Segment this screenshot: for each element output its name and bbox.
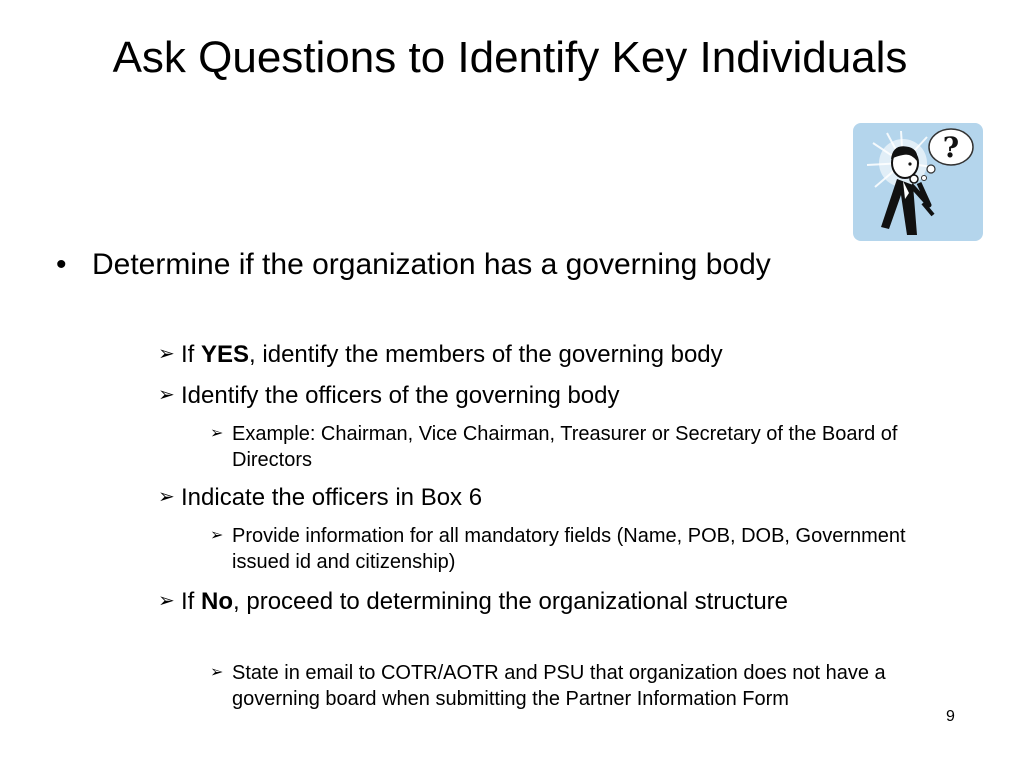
arrow-bullet-icon: ➢ [210,664,224,681]
sub-sub-bullet-mandatory-fields-text: Provide information for all mandatory fields (Name, POB, DOB, Government issued id and citizenship) [232,525,906,573]
sub-sub-bullet-example-text: Example: Chairman, Vice Chairman, Treasurer or Secretary of the Board of Directors [232,423,898,471]
question-mark-text: ? [942,131,960,164]
sub-bullet-officers-text: Identify the officers of the governing body [181,382,620,409]
arrow-bullet-icon: ➢ [158,486,175,508]
thinking-person-illustration [853,123,983,241]
arrow-bullet-icon: ➢ [158,343,175,365]
arrow-bullet-icon: ➢ [210,527,224,544]
sub-bullet-no-bold: No [201,588,234,615]
sub-bullet-yes-prefix: If [181,341,202,368]
arrow-bullet-icon: ➢ [158,590,175,612]
arrow-bullet-icon: ➢ [210,425,224,442]
sub-bullet-yes-text [181,339,911,370]
sub-bullet-box6-text: Indicate the officers in Box 6 [181,484,483,511]
sub-sub-bullet-email-text: State in email to COTR/AOTR and PSU that organization does not have a governing board when submitting the Partner Information Form [232,662,886,710]
sub-bullet-yes-suffix: , identify the members of the governing body [249,341,723,368]
sub-bullet-no-suffix: , proceed to determining the organizational structure [233,588,789,615]
sub-bullet-no-text [181,586,911,617]
thinking-person-icon [853,123,983,241]
main-bullet-text: Determine if the organization has a governing body [92,248,771,281]
bullet-dot: • [56,248,67,281]
page-number: 9 [946,708,955,725]
sub-bullet-no-prefix: If [181,588,202,615]
arrow-bullet-icon: ➢ [158,384,175,406]
slide-title: Ask Questions to Identify Key Individuals [112,33,908,82]
sub-bullet-yes-bold: YES [201,341,250,368]
